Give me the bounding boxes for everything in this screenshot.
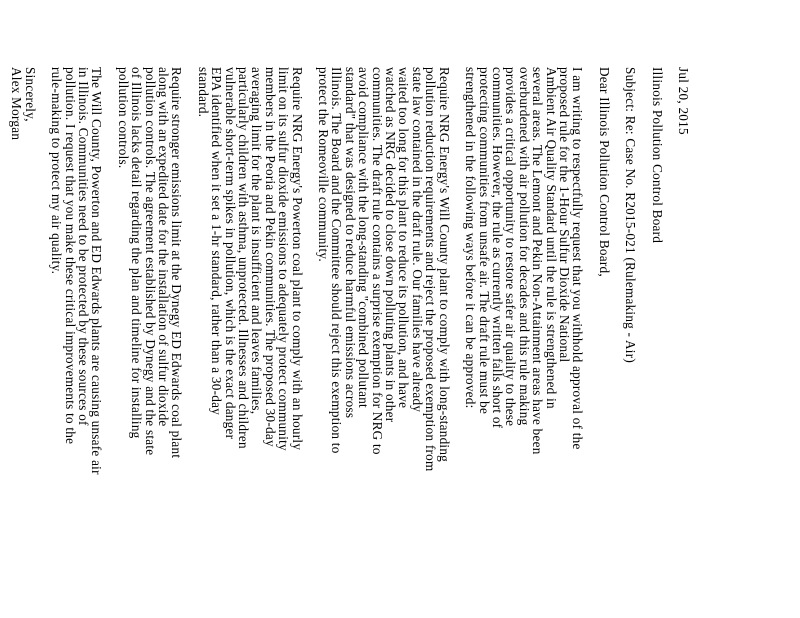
paragraph-ed-edwards: [116, 67, 183, 561]
letter-recipient: Illinois Pollution Control Board: [649, 67, 665, 244]
letter-signature: Alex Morgan: [9, 67, 25, 141]
text-line: provides a critical opportunity to restore safer air quality to these: [503, 67, 519, 427]
letter-page: [0, 29, 800, 589]
text-line: state law contained in the draft rule. Our families have already: [409, 67, 425, 413]
text-line: Require stronger emissions limit at the Dynegy ED Edwards coal plant: [169, 67, 185, 459]
text-line: rule-making to protect my air quality.: [49, 67, 65, 275]
text-line: pollution controls.: [115, 67, 131, 169]
text-line: standard.: [195, 67, 211, 118]
text-line: pollution. I request that you make these critical improvements to the: [62, 67, 78, 445]
text-line: The Will County, Powerton and ED Edwards plants are causing unsafe air: [89, 67, 105, 475]
text-line: communities. However, the rule as currently written falls short of: [489, 67, 505, 429]
text-line: several areas. The Lemont and Pekin Non-Attainment areas have been: [530, 67, 546, 455]
text-line: proposed rule for the 1-Hour Sulfur Dioxide National: [556, 67, 572, 363]
text-line: overburdened with air pollution for decades and this rule making: [516, 67, 532, 426]
text-line: strengthened in the following ways before it can be approved:: [463, 67, 479, 409]
text-line: in Illinois. Communities need to be protected by these sources of: [75, 67, 91, 426]
text-line: vulnerable short-term spikes in pollution, which is the exact danger: [222, 67, 238, 440]
text-line: protect the Romeoville community.: [316, 67, 332, 262]
paragraph-conclusion: [50, 67, 104, 561]
text-line: protecting communities from unsafe air. The draft rule must be: [476, 67, 492, 415]
paragraph-powerton: [196, 67, 303, 561]
text-line: avoid compliance with the long-standing "combined pollutant: [356, 67, 372, 408]
text-line: particularly children with asthma, unprotected. Illnesses and children: [236, 67, 252, 449]
text-line: pollution controls. The agreement established by Dynegy and the state: [142, 67, 158, 456]
paragraph-intro: [464, 67, 585, 561]
text-line: communities. The draft rule contains a surprise exemption for NRG to: [369, 67, 385, 455]
letter-salutation: Dear Illinois Pollution Control Board,: [596, 67, 612, 277]
letter-date: Jul 20, 2015: [676, 67, 691, 135]
text-line: averaging limit for the plant is insufficient and leaves families,: [249, 67, 265, 415]
text-line: limit on its sulfur dioxide emissions to adequately protect community: [276, 67, 292, 451]
text-line: of Illinois lacks detail regarding the plan and timeline for installing: [129, 67, 145, 439]
text-line: along with an expedited date for the installation of sulfur dioxide: [156, 67, 171, 427]
text-line: waited too long for this plant to reduce its pollution, and have: [396, 67, 412, 409]
text-line: pollution reduction requirements and reject the proposed exemption from: [423, 67, 439, 472]
text-line: EPA identified when it set a 1-hr standard, rather than a 30-day: [209, 67, 225, 416]
text-line: Illinois. The Board and the Committee should reject this exemption to: [329, 67, 345, 454]
text-line: watched as NRG decided to close down polluting plants in other: [383, 67, 399, 423]
letter-subject: Subject: Re: Case No. R2015-021 (Rulemaking - Air): [623, 67, 639, 363]
text-line: I am writing to respectfully request that you withhold approval of the: [570, 67, 586, 450]
letter-closing: Sincerely,: [22, 67, 38, 122]
text-line: Require NRG Energy's Will County plant to comply with long-standing: [436, 67, 452, 463]
text-line: standard" that was designed to reduce harmful emissions across: [342, 67, 358, 419]
text-line: Require NRG Energy's Powerton coal plant to comply with an hourly: [289, 67, 305, 451]
text-line: Ambient Air Quality Standard until the rule is strengthened in: [543, 67, 559, 409]
text-line: members in the Peoria and Pekin communities. The proposed 30-day: [262, 67, 278, 447]
paragraph-will-county: [317, 67, 451, 561]
